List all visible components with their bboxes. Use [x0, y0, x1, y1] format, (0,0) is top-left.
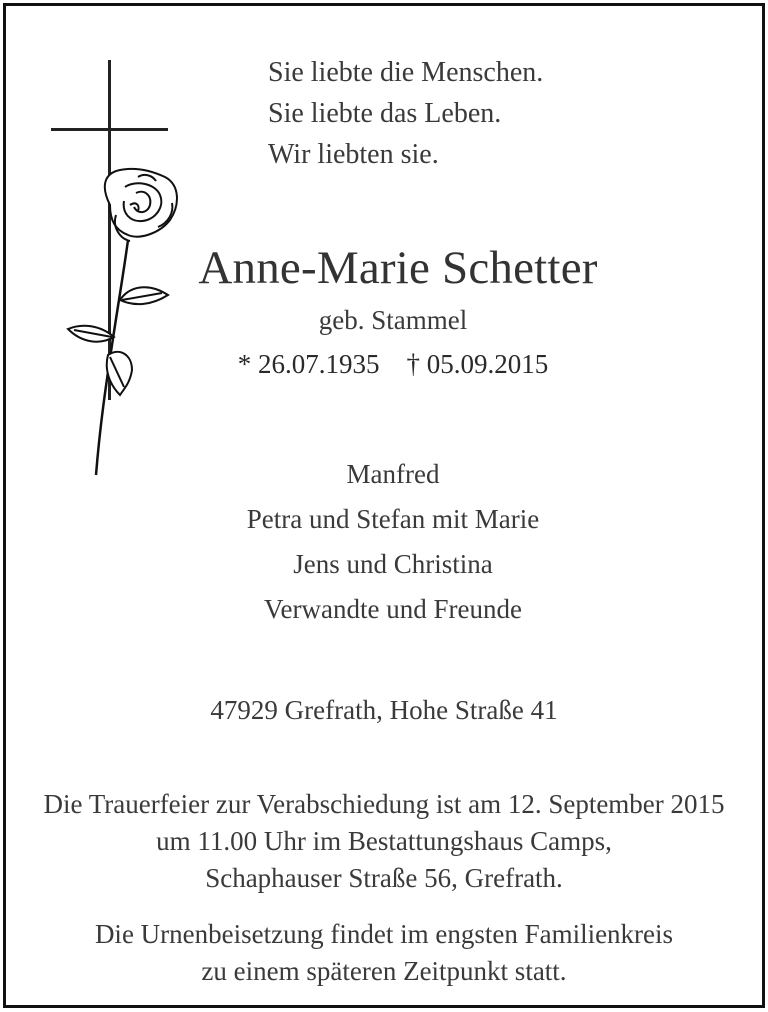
mourner-line: Verwandte und Freunde [264, 594, 522, 624]
motto-line: Wir liebten sie. [268, 139, 439, 170]
urn-line: zu einem späteren Zeitpunkt statt. [201, 956, 567, 986]
mourner-line: Jens und Christina [293, 549, 493, 579]
urn-line: Die Urnenbeisetzung findet im engsten Familienkreis [94, 919, 674, 949]
birth-date: * 26.07.1935 [237, 349, 380, 379]
address: 47929 Grefrath, Hohe Straße 41 [210, 695, 558, 725]
death-date: † 05.09.2015 [406, 349, 549, 379]
motto [268, 52, 543, 175]
ceremony-line: Die Trauerfeier zur Verabschiedung ist am 12. September 2015 [43, 789, 725, 819]
deceased-name: Anne-Marie Schetter [198, 242, 598, 294]
life-dates [0, 346, 768, 382]
motto-line: Sie liebte das Leben. [268, 98, 502, 129]
mourners-list [0, 452, 768, 632]
motto-line: Sie liebte die Menschen. [268, 57, 544, 88]
birth-name: geb. Stammel [318, 305, 468, 335]
ceremony-line: Schaphauser Straße 56, Grefrath. [205, 863, 563, 893]
mourner-line: Petra und Stefan mit Marie [246, 504, 540, 534]
urn-info [0, 916, 768, 990]
ceremony-info [0, 786, 768, 897]
mourner-line: Manfred [346, 459, 440, 489]
ceremony-line: um 11.00 Uhr im Bestattungshaus Camps, [156, 826, 612, 856]
